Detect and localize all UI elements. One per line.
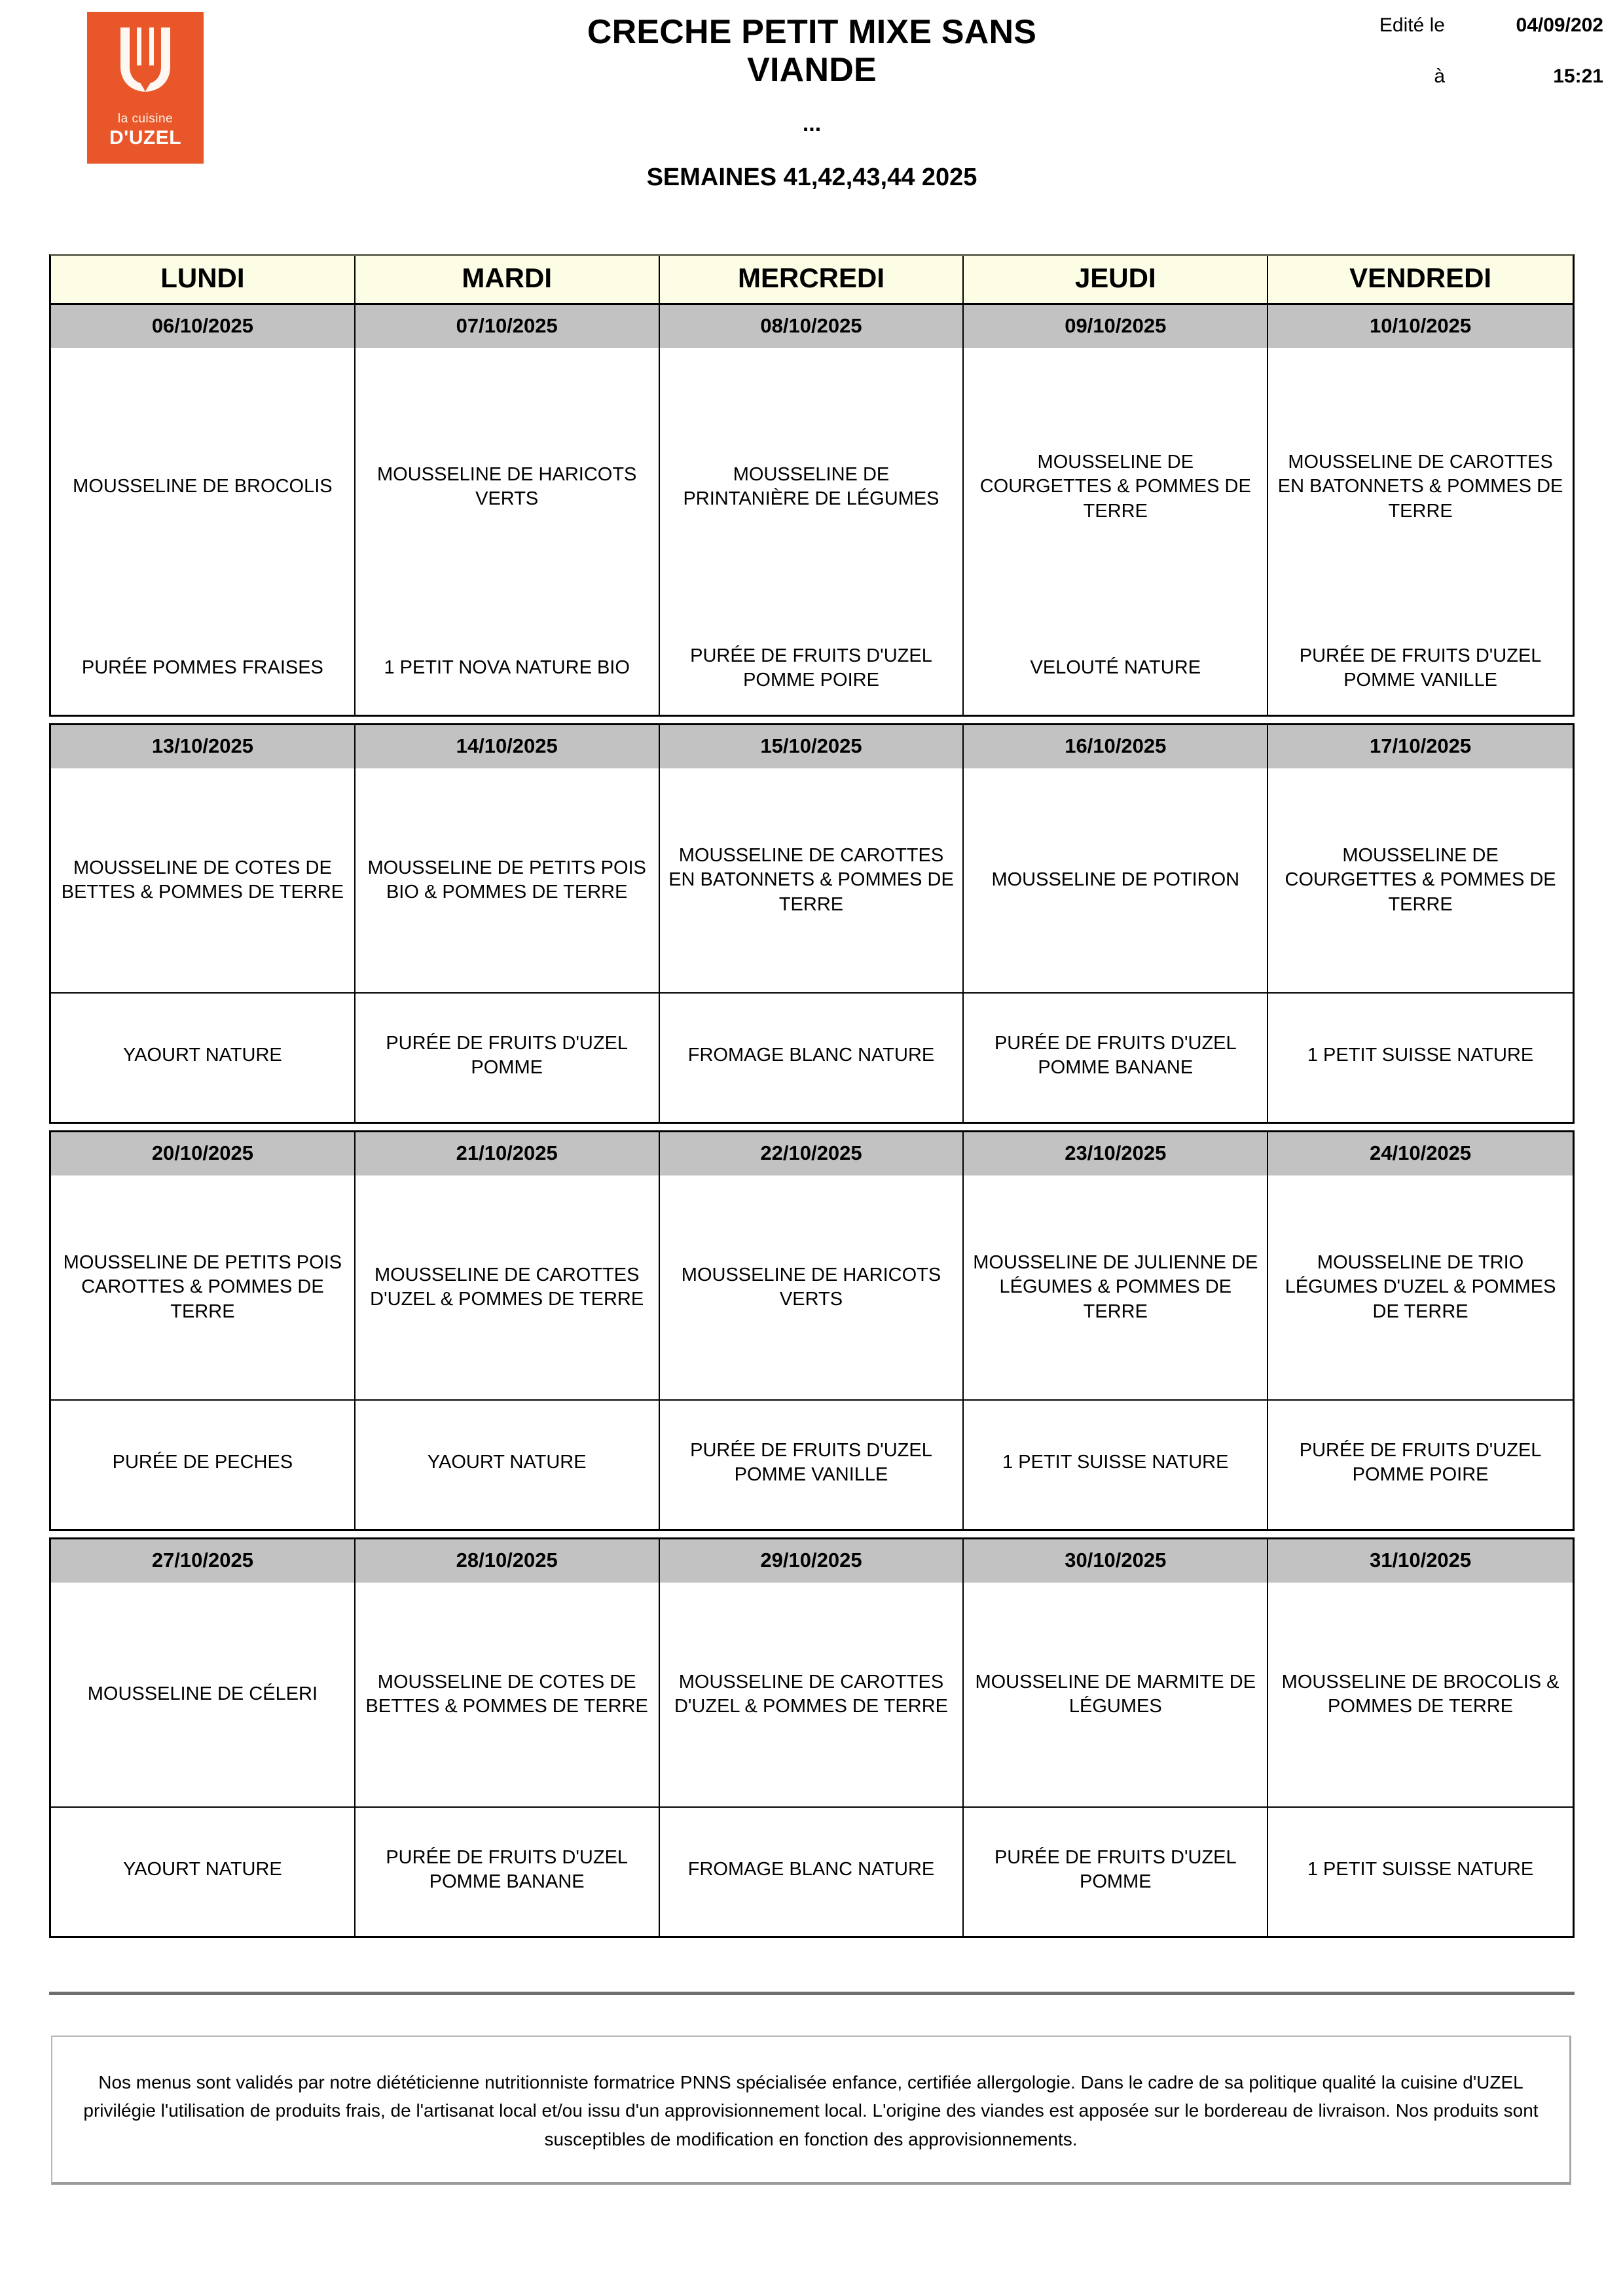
- date-cell: 14/10/2025: [356, 725, 660, 768]
- table-bottom-rule: [49, 1992, 1575, 1995]
- menu-cell: [964, 1583, 1268, 1936]
- main-dish: MOUSSELINE DE CAROTTES D'UZEL & POMMES DE TERRE: [660, 1583, 963, 1808]
- date-cell: 16/10/2025: [964, 725, 1268, 768]
- dessert-dish: PURÉE DE FRUITS D'UZEL POMME VANILLE: [690, 1439, 932, 1485]
- menu-cell: [356, 348, 660, 715]
- dessert-dish: YAOURT NATURE: [427, 1452, 587, 1473]
- menu-content-row: [51, 768, 1573, 1122]
- date-cell: 20/10/2025: [51, 1132, 356, 1175]
- edition-info: [1327, 14, 1615, 117]
- menu-cell: [660, 1583, 964, 1936]
- date-cell: 10/10/2025: [1268, 305, 1573, 348]
- edition-time-label: à: [1434, 65, 1445, 87]
- dessert-dish: YAOURT NATURE: [123, 1859, 282, 1880]
- edition-time-value: 15:21: [1553, 65, 1603, 87]
- date-cell: 23/10/2025: [964, 1132, 1268, 1175]
- date-row: [51, 725, 1573, 768]
- edition-date-label: Edité le: [1379, 14, 1445, 36]
- dessert-dish: FROMAGE BLANC NATURE: [687, 1045, 935, 1066]
- date-cell: 08/10/2025: [660, 305, 964, 348]
- edition-time-row: [1327, 65, 1615, 88]
- page-header: [0, 0, 1623, 255]
- main-dish: MOUSSELINE DE PETITS POIS BIO & POMMES DE TERRE: [356, 768, 659, 994]
- dessert-dish: PURÉE DE FRUITS D'UZEL POMME: [994, 1846, 1237, 1892]
- menu-cell: [964, 768, 1268, 1122]
- main-dish: MOUSSELINE DE COTES DE BETTES & POMMES DE TERRE: [51, 768, 354, 994]
- dessert-dish: PURÉE DE FRUITS D'UZEL POMME BANANE: [994, 1032, 1237, 1078]
- page-title-line1: CRECHE PETIT MIXE SANS: [587, 13, 1037, 51]
- dessert-dish: FROMAGE BLANC NATURE: [687, 1859, 935, 1880]
- menu-cell: [1268, 348, 1573, 715]
- week-block: [49, 1130, 1575, 1531]
- date-cell: 28/10/2025: [356, 1539, 660, 1583]
- main-dish: MOUSSELINE DE HARICOTS VERTS: [660, 1175, 963, 1401]
- main-dish: MOUSSELINE DE CAROTTES EN BATONNETS & POMMES DE TERRE: [1277, 452, 1563, 522]
- date-cell: 27/10/2025: [51, 1539, 356, 1583]
- day-header-jeudi: JEUDI: [964, 256, 1268, 305]
- menu-cell: [660, 348, 964, 715]
- dessert-dish: PURÉE DE FRUITS D'UZEL POMME BANANE: [386, 1846, 629, 1892]
- menu-cell: [356, 1583, 660, 1936]
- menu-cell: [660, 768, 964, 1122]
- menu-cell: [51, 1175, 356, 1529]
- week-block: [49, 723, 1575, 1124]
- date-cell: 24/10/2025: [1268, 1132, 1573, 1175]
- logo-name: D'UZEL: [109, 127, 182, 149]
- dessert-dish: 1 PETIT SUISSE NATURE: [1307, 1045, 1534, 1066]
- date-cell: 30/10/2025: [964, 1539, 1268, 1583]
- menu-cell: [660, 1175, 964, 1529]
- footer-note-box: [51, 2036, 1571, 2185]
- menu-cell: [964, 1175, 1268, 1529]
- main-dish: MOUSSELINE DE POTIRON: [964, 768, 1267, 994]
- dessert-dish: PURÉE DE PECHES: [112, 1452, 293, 1473]
- menu-cell: [51, 348, 356, 715]
- menu-content-row: [51, 1583, 1573, 1936]
- date-cell: 17/10/2025: [1268, 725, 1573, 768]
- main-dish: MOUSSELINE DE JULIENNE DE LÉGUMES & POMMES DE TERRE: [964, 1175, 1267, 1401]
- dessert-dish: PURÉE DE FRUITS D'UZEL POMME VANILLE: [1299, 645, 1542, 691]
- page-title-line2: VIANDE: [747, 51, 877, 90]
- menu-cell: [356, 768, 660, 1122]
- day-header-mardi: MARDI: [356, 256, 660, 305]
- dessert-dish: 1 PETIT NOVA NATURE BIO: [384, 657, 630, 679]
- date-cell: 06/10/2025: [51, 305, 356, 348]
- edition-date-value: 04/09/202: [1516, 14, 1603, 36]
- dessert-dish: PURÉE DE FRUITS D'UZEL POMME POIRE: [1299, 1439, 1542, 1485]
- menu-cell: [51, 1583, 356, 1936]
- main-dish: MOUSSELINE DE TRIO LÉGUMES D'UZEL & POMMES DE TERRE: [1268, 1175, 1573, 1401]
- date-cell: 13/10/2025: [51, 725, 356, 768]
- menu-cell: [1268, 1583, 1573, 1936]
- main-dish: MOUSSELINE DE COURGETTES & POMMES DE TERRE: [1268, 768, 1573, 994]
- date-cell: 22/10/2025: [660, 1132, 964, 1175]
- menu-table: [49, 254, 1575, 1945]
- dessert-dish: 1 PETIT SUISSE NATURE: [1002, 1452, 1229, 1473]
- date-cell: 15/10/2025: [660, 725, 964, 768]
- menu-cell: [51, 768, 356, 1122]
- date-row: [51, 305, 1573, 348]
- edition-date-row: [1327, 14, 1615, 37]
- main-dish: MOUSSELINE DE CAROTTES EN BATONNETS & POMMES DE TERRE: [660, 768, 963, 994]
- week-block: [49, 254, 1575, 717]
- main-dish: MOUSSELINE DE COTES DE BETTES & POMMES DE TERRE: [356, 1583, 659, 1808]
- fork-logo-icon: [115, 26, 175, 103]
- menu-content-row: [51, 1175, 1573, 1529]
- day-header-mercredi: MERCREDI: [660, 256, 964, 305]
- weeks-subtitle: SEMAINES 41,42,43,44 2025: [646, 164, 977, 192]
- dessert-dish: PURÉE DE FRUITS D'UZEL POMME POIRE: [690, 645, 932, 691]
- day-header-vendredi: VENDREDI: [1268, 256, 1573, 305]
- date-cell: 31/10/2025: [1268, 1539, 1573, 1583]
- main-dish: MOUSSELINE DE BROCOLIS & POMMES DE TERRE: [1268, 1583, 1573, 1808]
- main-dish: MOUSSELINE DE HARICOTS VERTS: [376, 463, 637, 509]
- title-block: [406, 13, 1218, 192]
- date-cell: 07/10/2025: [356, 305, 660, 348]
- main-dish: MOUSSELINE DE CAROTTES D'UZEL & POMMES DE TERRE: [356, 1175, 659, 1401]
- main-dish: MOUSSELINE DE BROCOLIS: [73, 476, 333, 497]
- page-title: [406, 13, 1218, 89]
- date-cell: 29/10/2025: [660, 1539, 964, 1583]
- title-separator: ...: [802, 111, 822, 137]
- menu-cell: [356, 1175, 660, 1529]
- date-cell: 09/10/2025: [964, 305, 1268, 348]
- main-dish: MOUSSELINE DE PETITS POIS CAROTTES & POMMES DE TERRE: [51, 1175, 354, 1401]
- menu-cell: [964, 348, 1268, 715]
- main-dish: MOUSSELINE DE COURGETTES & POMMES DE TERRE: [979, 452, 1251, 522]
- main-dish: MOUSSELINE DE CÉLERI: [51, 1583, 354, 1808]
- date-row: [51, 1132, 1573, 1175]
- day-header-row: [51, 256, 1573, 305]
- day-header-lundi: LUNDI: [51, 256, 356, 305]
- main-dish: MOUSSELINE DE MARMITE DE LÉGUMES: [964, 1583, 1267, 1808]
- date-cell: 21/10/2025: [356, 1132, 660, 1175]
- logo-tagline: la cuisine: [117, 112, 173, 126]
- dessert-dish: PURÉE POMMES FRAISES: [81, 657, 323, 679]
- dessert-dish: PURÉE DE FRUITS D'UZEL POMME: [386, 1032, 629, 1078]
- dessert-dish: YAOURT NATURE: [123, 1045, 282, 1066]
- menu-cell: [1268, 768, 1573, 1122]
- menu-content-row: [51, 348, 1573, 715]
- main-dish: MOUSSELINE DE PRINTANIÈRE DE LÉGUMES: [683, 463, 939, 509]
- cuisine-duzel-logo: [87, 12, 204, 164]
- week-block: [49, 1537, 1575, 1938]
- dessert-dish: 1 PETIT SUISSE NATURE: [1307, 1859, 1534, 1880]
- dessert-dish: VELOUTÉ NATURE: [1030, 657, 1201, 679]
- menu-cell: [1268, 1175, 1573, 1529]
- footer-note-text: Nos menus sont validés par notre diététicienne nutritionniste formatrice PNNS spécialisée enfance, certifiée allergologie. Dans le cadre de sa politique qualité la cuisine d'UZEL privilégie l'utilisation de produits frais, de l'artisanat local et/ou issu d'un approvisionnement local. L'origine des viandes est apposée sur le bordereau de livraison. Nos produits sont susceptibles de modification en fonction des approvisionnements.: [83, 2072, 1539, 2149]
- date-row: [51, 1539, 1573, 1583]
